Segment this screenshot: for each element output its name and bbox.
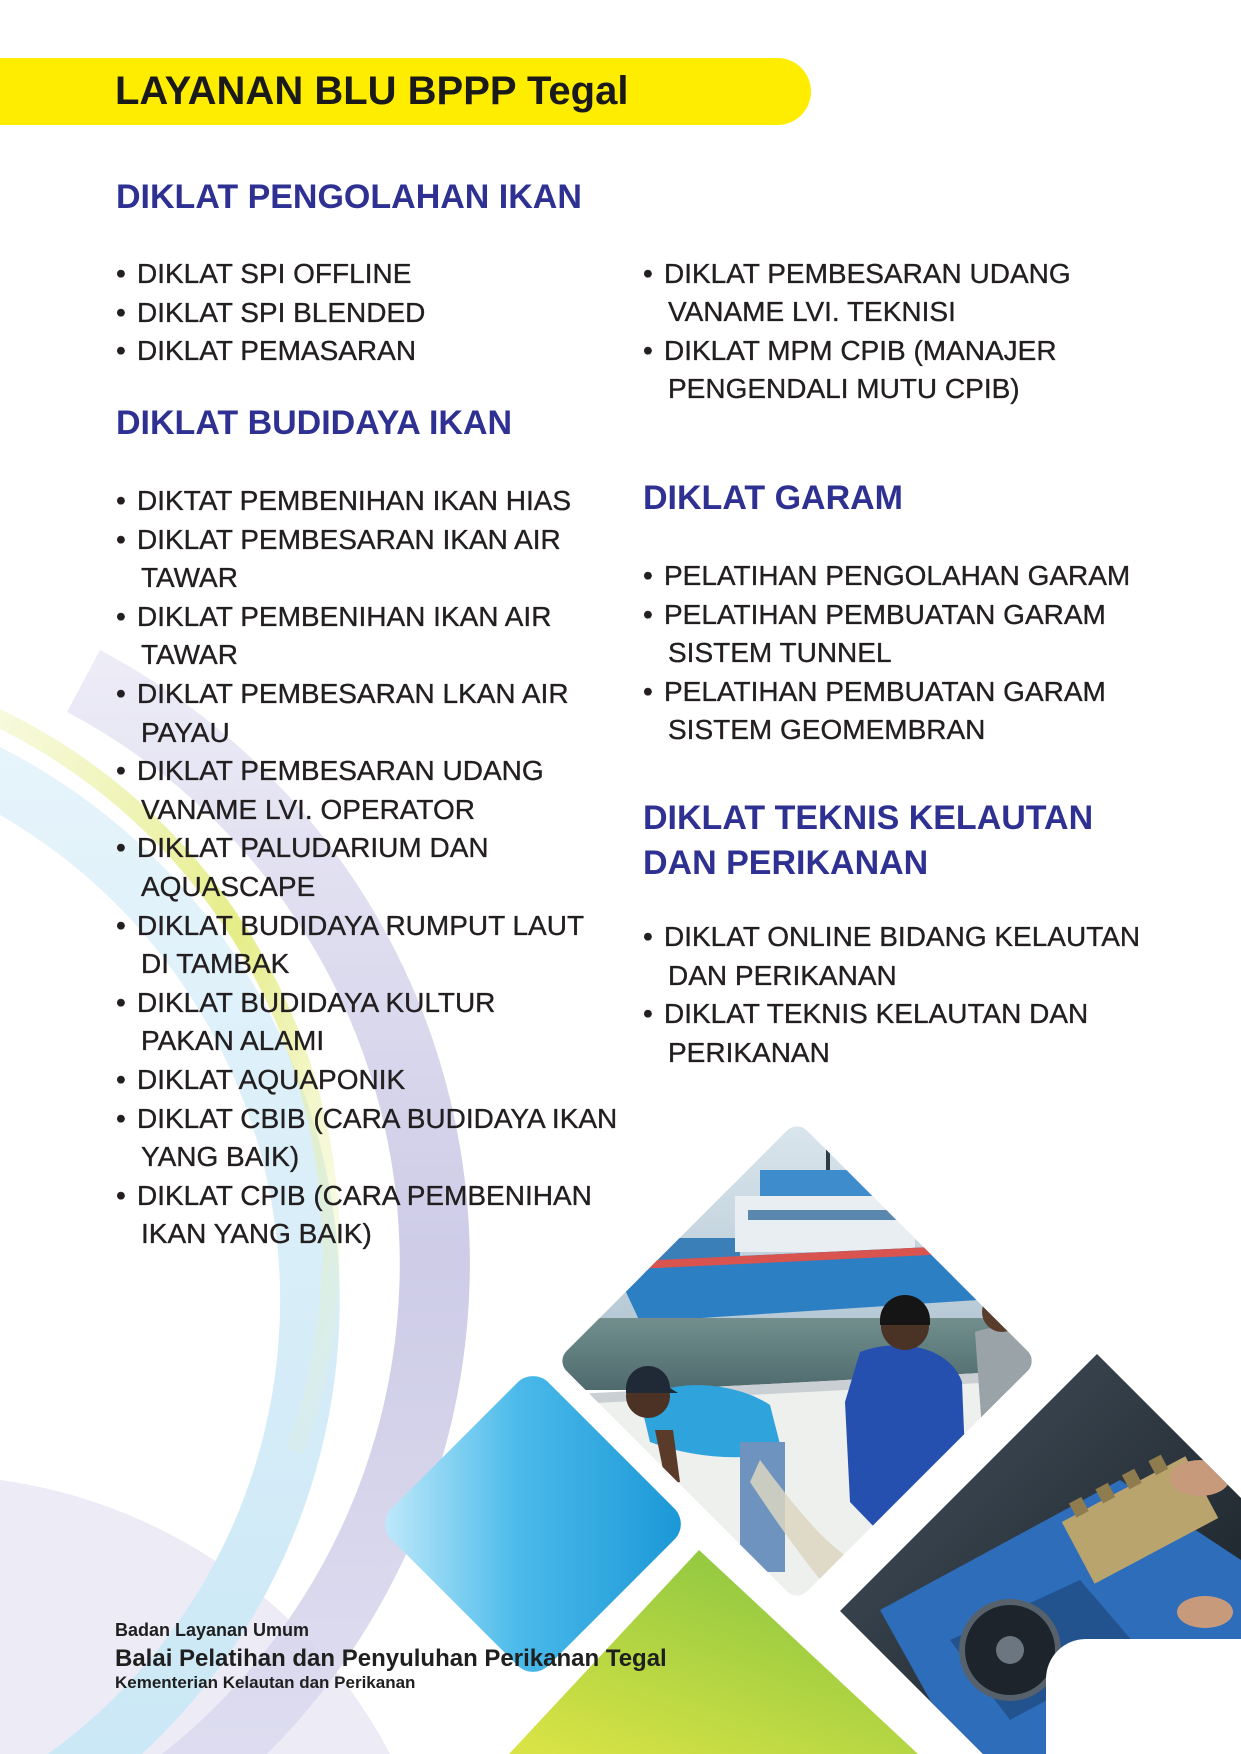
- item-line: PERIKANAN: [668, 1036, 830, 1068]
- item-line: • DIKLAT PEMBENIHAN IKAN AIR: [137, 600, 552, 632]
- list-item: [116, 752, 617, 829]
- item-line: • DIKLAT AQUAPONIK: [137, 1063, 406, 1095]
- list-teknis: [643, 918, 1140, 1072]
- list-item: [643, 918, 1140, 995]
- item-line: VANAME LVI. TEKNISI: [668, 296, 956, 328]
- item-line: IKAN YANG BAIK): [141, 1218, 372, 1250]
- list-item: [643, 995, 1140, 1072]
- page-title: LAYANAN BLU BPPP Tegal: [115, 69, 629, 113]
- list-item: [116, 255, 425, 294]
- item-line: TAWAR: [141, 562, 238, 594]
- white-corner-panel: [1046, 1639, 1241, 1754]
- item-line: • DIKLAT SPI BLENDED: [137, 296, 426, 328]
- item-line: • DIKLAT PEMBESARAN LKAN AIR: [137, 677, 569, 709]
- item-line: • PELATIHAN PENGOLAHAN GARAM: [664, 560, 1131, 591]
- item-line: • DIKLAT SPI OFFLINE: [137, 258, 412, 289]
- list-item: [643, 332, 1071, 409]
- item-line: YANG BAIK): [141, 1141, 300, 1173]
- item-line: • DIKLAT BUDIDAYA RUMPUT LAUT: [137, 909, 585, 941]
- item-line: DAN PERIKANAN: [668, 959, 897, 991]
- list-item: [643, 596, 1130, 673]
- item-line: TAWAR: [141, 639, 238, 671]
- item-line: PENGENDALI MUTU CPIB): [668, 373, 1020, 405]
- item-line: SISTEM TUNNEL: [668, 637, 892, 669]
- list-garam: [643, 557, 1130, 750]
- title-banner: [0, 58, 811, 125]
- list-budidaya: [116, 482, 617, 1254]
- list-item: [116, 521, 617, 598]
- item-line: AQUASCAPE: [141, 870, 316, 902]
- item-line: • DIKLAT ONLINE BIDANG KELAUTAN: [664, 921, 1141, 952]
- heading-line: DAN PERIKANAN: [643, 844, 929, 882]
- section-heading-budidaya: [116, 403, 512, 443]
- item-line: • DIKLAT PEMBESARAN UDANG: [664, 258, 1071, 289]
- heading-line: DIKLAT BUDIDAYA IKAN: [116, 404, 513, 442]
- list-item: [116, 482, 617, 521]
- mechanic-hand: [1177, 1596, 1233, 1628]
- item-line: • DIKLAT MPM CPIB (MANAJER: [664, 334, 1057, 366]
- footer-org-name: Balai Pelatihan dan Penyuluhan Perikanan Tegal: [115, 1645, 667, 1672]
- item-line: • DIKTAT PEMBENIHAN IKAN HIAS: [137, 485, 572, 516]
- item-line: PAYAU: [141, 716, 230, 748]
- item-line: • DIKLAT PEMASARAN: [137, 335, 417, 367]
- list-right-top: [643, 255, 1071, 409]
- item-line: • DIKLAT BUDIDAYA KULTUR: [137, 986, 496, 1018]
- list-item: [116, 1177, 617, 1254]
- section-heading-pengolahan: [116, 177, 582, 217]
- list-item: [116, 984, 617, 1061]
- section-heading-teknis: [643, 796, 1093, 886]
- item-line: • DIKLAT CPIB (CARA PEMBENIHAN: [137, 1179, 592, 1211]
- list-item: [116, 332, 425, 371]
- item-line: SISTEM GEOMEMBRAN: [668, 714, 986, 746]
- list-item: [116, 598, 617, 675]
- item-line: • DIKLAT PALUDARIUM DAN: [137, 832, 489, 864]
- photo-cabin-windows: [748, 1210, 902, 1220]
- photo-cabin: [735, 1196, 915, 1252]
- photo-flag: [830, 1130, 842, 1138]
- item-line: • PELATIHAN PEMBUATAN GARAM: [664, 598, 1106, 630]
- list-item: [116, 675, 617, 752]
- heading-line: DIKLAT TEKNIS KELAUTAN: [643, 799, 1094, 837]
- engine-gear-hub: [996, 1636, 1024, 1664]
- list-item: [116, 294, 425, 333]
- item-line: DI TAMBAK: [141, 948, 290, 980]
- list-item: [116, 907, 617, 984]
- photo-third-person-head: [982, 1292, 1022, 1332]
- heading-line: DIKLAT PENGOLAHAN IKAN: [116, 178, 582, 216]
- footer-ministry: Kementerian Kelautan dan Perikanan: [115, 1673, 416, 1692]
- item-line: VANAME LVI. OPERATOR: [141, 793, 476, 825]
- mechanic-hand: [1170, 1460, 1230, 1496]
- item-line: • DIKLAT CBIB (CARA BUDIDAYA IKAN: [137, 1102, 618, 1134]
- item-line: • PELATIHAN PEMBUATAN GARAM: [664, 675, 1106, 707]
- list-item: [643, 673, 1130, 750]
- item-line: • DIKLAT TEKNIS KELAUTAN DAN: [664, 998, 1089, 1030]
- heading-line: DIKLAT GARAM: [643, 479, 903, 517]
- item-line: • DIKLAT PEMBESARAN IKAN AIR: [137, 523, 561, 555]
- item-line: PAKAN ALAMI: [141, 1025, 325, 1057]
- list-item: [116, 1100, 617, 1177]
- item-line: • DIKLAT PEMBESARAN UDANG: [137, 755, 544, 787]
- section-heading-garam: [643, 478, 903, 518]
- list-item: [116, 829, 617, 906]
- list-item: [643, 255, 1071, 332]
- footer-org-type: Badan Layanan Umum: [115, 1620, 310, 1640]
- photo-upper-cabin: [760, 1170, 880, 1198]
- list-pengolahan: [116, 255, 425, 371]
- list-item: [116, 1061, 617, 1100]
- list-item: [643, 557, 1130, 596]
